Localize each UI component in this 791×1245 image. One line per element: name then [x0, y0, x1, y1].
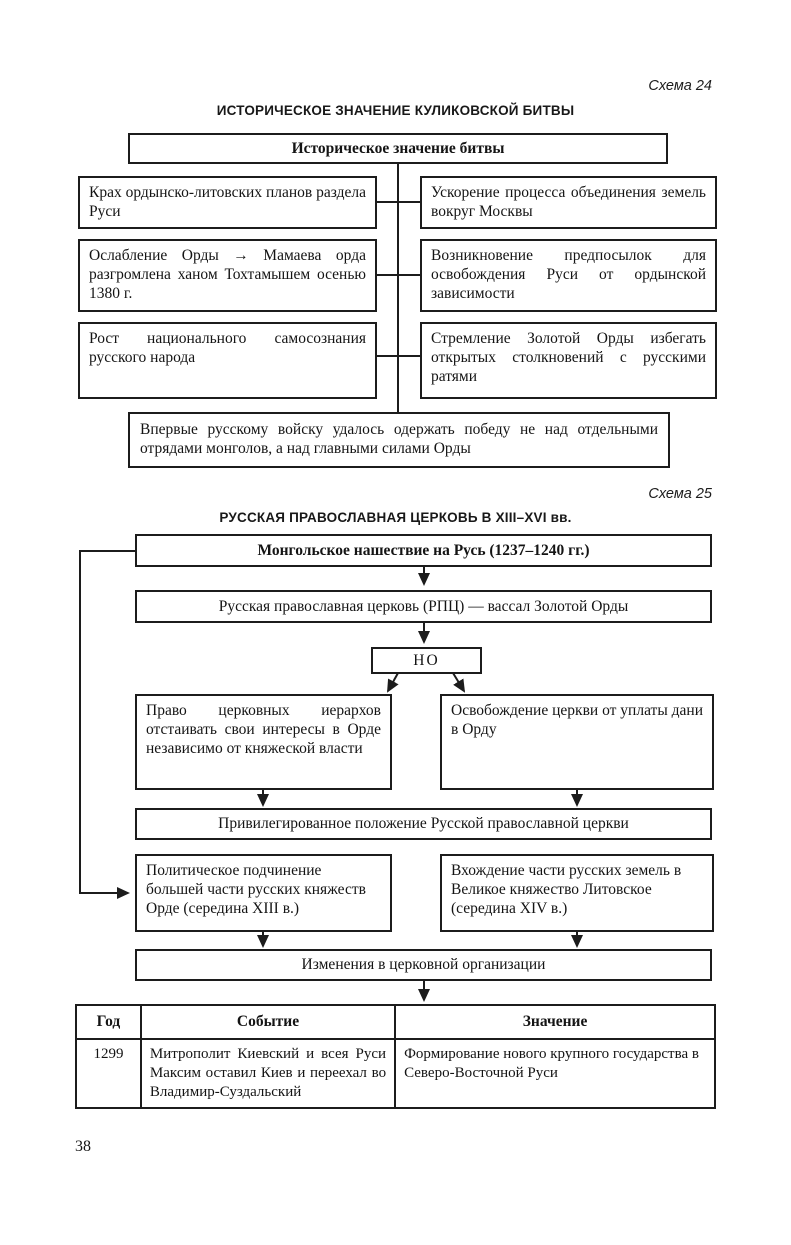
events-table-header-row: [76, 1005, 715, 1039]
node-collapse-of-plans: Крах ордынско-литовских планов раздела Руси: [78, 176, 377, 229]
node-unification-acceleration: Ускорение процесса объединения земель вокруг Москвы: [420, 176, 717, 229]
meaning-cell: Формирование нового крупного государства в Северо-Восточной Руси: [395, 1039, 715, 1109]
event-cell: Митрополит Киевский и всея Руси Максим оставил Киев и переехал во Владимир-Суздальский: [141, 1039, 395, 1109]
node-horde-avoidance: Стремление Золотой Орды избегать открытых столкновений с русскими ратями: [420, 322, 717, 399]
schema25-title: РУССКАЯ ПРАВОСЛАВНАЯ ЦЕРКОВЬ В XIII–XVI вв.: [219, 510, 572, 525]
node-horde-weakening: Ослабление Орды → Мамаева орда разгромлена ханом Тохтамышем осенью 1380 г.: [78, 239, 377, 312]
schema24-title: ИСТОРИЧЕСКОЕ ЗНАЧЕНИЕ КУЛИКОВСКОЙ БИТВЫ: [216, 103, 575, 118]
table-row: [76, 1039, 715, 1109]
node-privileged-position: Привилегированное положение Русской православной церкви: [135, 808, 712, 840]
year-cell: 1299: [76, 1039, 141, 1109]
page-number: 38: [75, 1138, 91, 1155]
node-national-consciousness: Рост национального самосознания русского народа: [78, 322, 377, 399]
schema25-label: Схема 25: [648, 486, 712, 502]
node-but: НО: [371, 647, 482, 674]
node-political-subordination: Политическое подчинение большей части русских княжеств Орде (середина XIII в.): [135, 854, 392, 932]
node-church-vassal: Русская православная церковь (РПЦ) — вассал Золотой Орды: [135, 590, 712, 623]
node-tribute-exemption: Освобождение церкви от уплаты дани в Орду: [440, 694, 714, 790]
year-column-header: Год: [76, 1005, 141, 1039]
node-lithuania-inclusion: Вхождение части русских земель в Великое княжество Литовское (середина XIV в.): [440, 854, 714, 932]
event-column-header: Событие: [141, 1005, 395, 1039]
node-first-victory-conclusion: Впервые русскому войску удалось одержать победу не над отдельными отрядами монголов, а над главными силами Орды: [128, 412, 670, 468]
node-battle-significance-root: Историческое значение битвы: [128, 133, 668, 164]
events-table: [75, 1004, 716, 1109]
schema24-connectors: [374, 163, 421, 412]
node-church-changes: Изменения в церковной организации: [135, 949, 712, 981]
node-liberation-preconditions: Возникновение предпосылок для освобождения Руси от ордынской зависимости: [420, 239, 717, 312]
meaning-column-header: Значение: [395, 1005, 715, 1039]
node-hierarchs-right: Право церковных иерархов отстаивать свои интересы в Орде независимо от княжеской власти: [135, 694, 392, 790]
schema24-label: Схема 24: [648, 78, 712, 94]
node-mongol-invasion: Монгольское нашествие на Русь (1237–1240 гг.): [135, 534, 712, 567]
